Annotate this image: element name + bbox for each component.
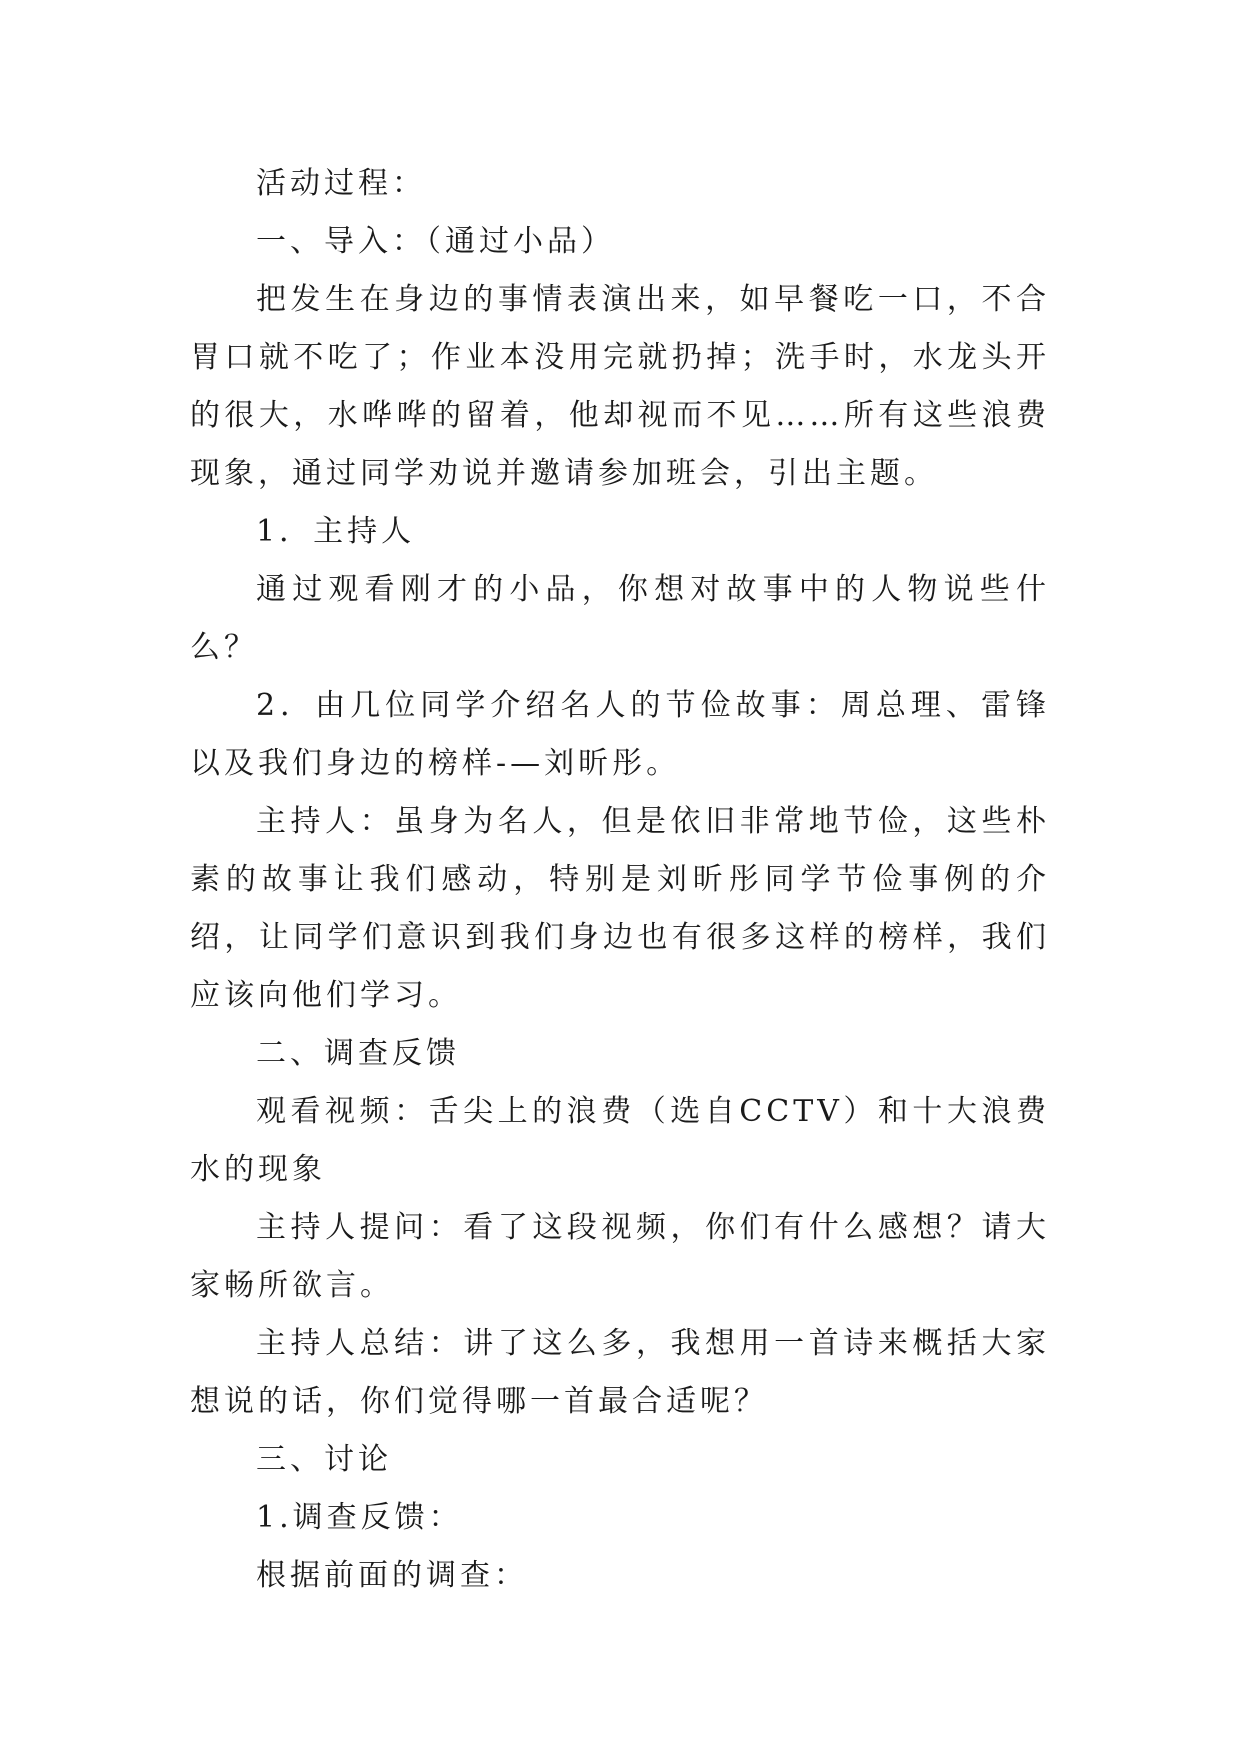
heading-discussion: 三、讨论	[256, 1442, 392, 1477]
item-host: 1．主持人	[256, 514, 416, 549]
paragraph-skit-description: 把发生在身边的事情表演出来，如早餐吃一口，不合胃口就不吃了；作业本没用完就扔掉；洗手时，水龙头开的很大，水哗哗的留着，他却视而不见……所有这些浪费现象，通过同学劝说并邀请参加班会，引出主题。	[190, 282, 1050, 491]
document-body	[190, 155, 1050, 1605]
paragraph-watch-video: 观看视频：舌尖上的浪费（选自CCTV）和十大浪费水的现象	[190, 1094, 1050, 1187]
heading-survey-feedback: 二、调查反馈	[256, 1036, 460, 1071]
paragraph-host-question: 通过观看刚才的小品，你想对故事中的人物说些什么？	[190, 572, 1050, 665]
paragraph-host-summary: 主持人总结：讲了这么多，我想用一首诗来概括大家想说的话，你们觉得哪一首最合适呢？	[190, 1326, 1050, 1419]
paragraph-host-comment: 主持人：虽身为名人，但是依旧非常地节俭，这些朴素的故事让我们感动，特别是刘昕彤同学节俭事例的介绍，让同学们意识到我们身边也有很多这样的榜样，我们应该向他们学习。	[190, 804, 1050, 1013]
paragraph-based-on-survey: 根据前面的调查：	[256, 1558, 528, 1593]
paragraph-activity-process: 活动过程：	[256, 166, 426, 201]
item-survey-feedback: 1.调查反馈：	[256, 1500, 463, 1535]
paragraph-host-asks: 主持人提问：看了这段视频，你们有什么感想？请大家畅所欲言。	[190, 1210, 1050, 1303]
item-frugal-stories: 2．由几位同学介绍名人的节俭故事：周总理、雷锋以及我们身边的榜样-—刘昕彤。	[190, 688, 1050, 781]
heading-introduction: 一、导入：（通过小品）	[256, 224, 615, 259]
